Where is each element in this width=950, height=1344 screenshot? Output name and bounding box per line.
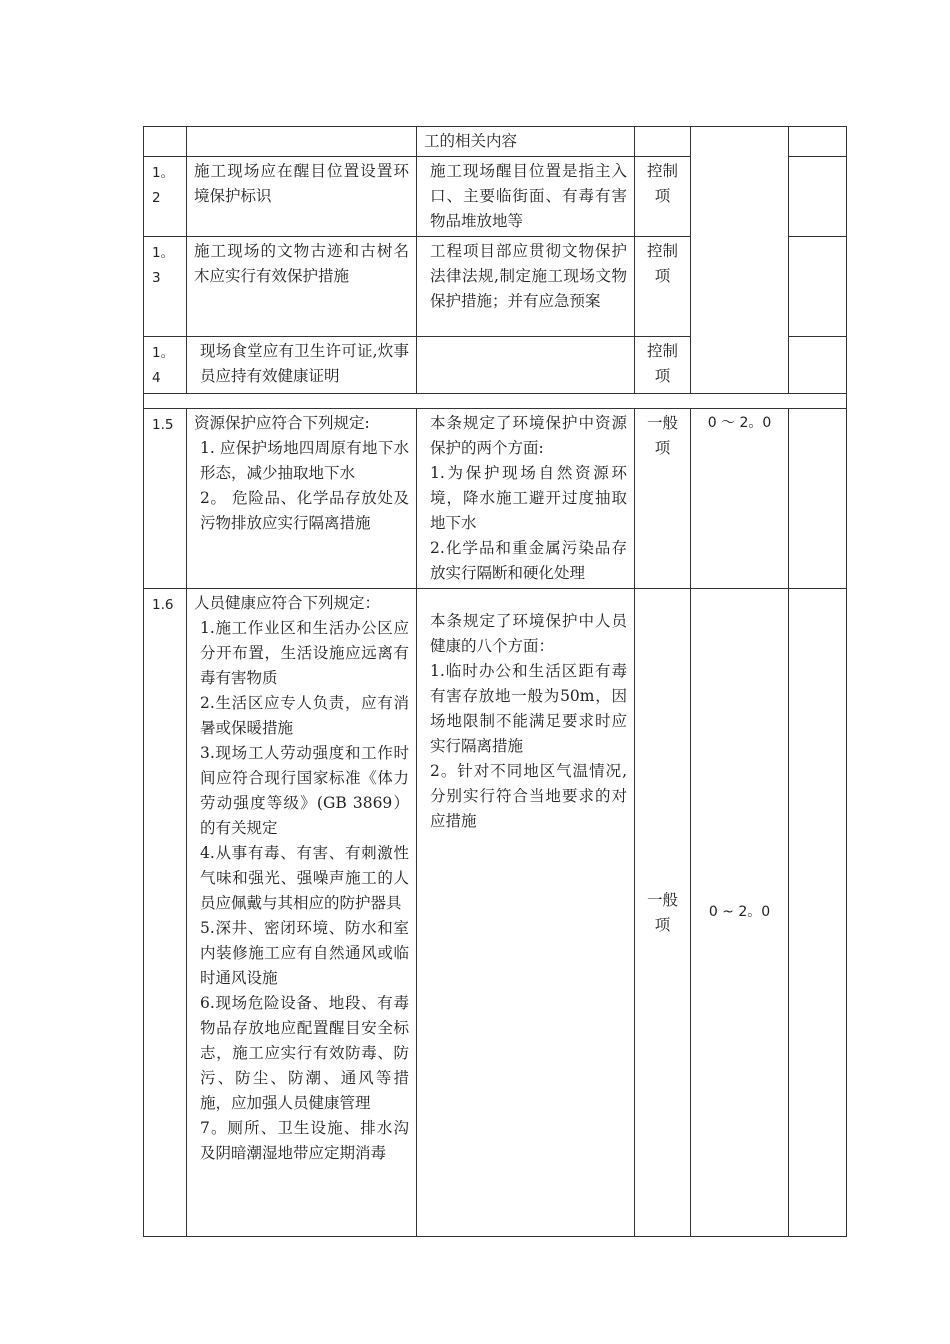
row-score: 0 ～ 2。0 (691, 409, 789, 589)
row-item (187, 127, 417, 157)
separator-row (144, 394, 847, 409)
row-extra (789, 127, 847, 157)
row-description: 本条规定了环境保护中人员健康的八个方面： 1.临时办公和生活区距有毒有害存放地一般为50m，因场地限制不能满足要求时应实行隔离措施 2。针对不同地区气温情况,分别实行符合当地要求的对应措施 (417, 589, 635, 1237)
row-number (144, 127, 187, 157)
table-row (144, 589, 847, 1237)
row-type (635, 127, 691, 157)
row-number: 1。3 (144, 237, 187, 337)
row-description: 工的相关内容 (417, 127, 635, 157)
row-number: 1。2 (144, 157, 187, 237)
row-item: 资源保护应符合下列规定: 1. 应保护场地四周原有地下水形态，减少抽取地下水 2。 危险品、化学品存放处及污物排放应实行隔离措施 (187, 409, 417, 589)
row-type: 一般项 (635, 409, 691, 589)
separator-cell (144, 394, 847, 409)
row-description (417, 337, 635, 394)
row-extra (789, 409, 847, 589)
table-row (144, 409, 847, 589)
row-extra (789, 337, 847, 394)
row-extra (789, 589, 847, 1237)
row-extra (789, 157, 847, 237)
row-item: 人员健康应符合下列规定： 1.施工作业区和生活办公区应分开布置，生活设施应远离有毒有害物质 2.生活区应专人负责，应有消暑或保暖措施 3.现场工人劳动强度和工作时间应符合现行国家标准《体力劳动强度等级》(GB 3869）的有关规定 4.从事有毒、有害、有刺激性气味和强光、强噪声施工的人员应佩戴与其相应的防护器具 5.深井、密闭环境、防水和室内装修施工应有自然通风或临时通风设施 6.现场危险设备、地段、有毒物品存放地应配置醒目安全标志，施工应实行有效防毒、防污、防尘、防潮、通风等措施，应加强人员健康管理 7。厕所、卫生设施、排水沟及阴暗潮湿地带应定期消毒 (187, 589, 417, 1237)
row-extra (789, 237, 847, 337)
row-type: 控制项 (635, 237, 691, 337)
table-row (144, 127, 847, 157)
row-number: 1。4 (144, 337, 187, 394)
row-description: 本条规定了环境保护中资源保护的两个方面: 1.为保护现场自然资源环境，降水施工避开过度抽取地下水 2.化学品和重金属污染品存放实行隔断和硬化处理 (417, 409, 635, 589)
row-description: 工程项目部应贯彻文物保护法律法规,制定施工现场文物保护措施；并有应急预案 (417, 237, 635, 337)
row-description: 施工现场醒目位置是指主入口、主要临街面、有毒有害物品堆放地等 (417, 157, 635, 237)
row-score (691, 127, 789, 394)
evaluation-table (143, 126, 847, 1237)
row-type: 一般项 (635, 589, 691, 1237)
row-item: 现场食堂应有卫生许可证,炊事员应持有效健康证明 (187, 337, 417, 394)
row-type: 控制项 (635, 157, 691, 237)
row-number: 1.5 (144, 409, 187, 589)
row-number: 1.6 (144, 589, 187, 1237)
row-item: 施工现场应在醒目位置设置环境保护标识 (187, 157, 417, 237)
row-score: 0 ~ 2。0 (691, 589, 789, 1237)
row-item: 施工现场的文物古迹和古树名木应实行有效保护措施 (187, 237, 417, 337)
row-type: 控制项 (635, 337, 691, 394)
